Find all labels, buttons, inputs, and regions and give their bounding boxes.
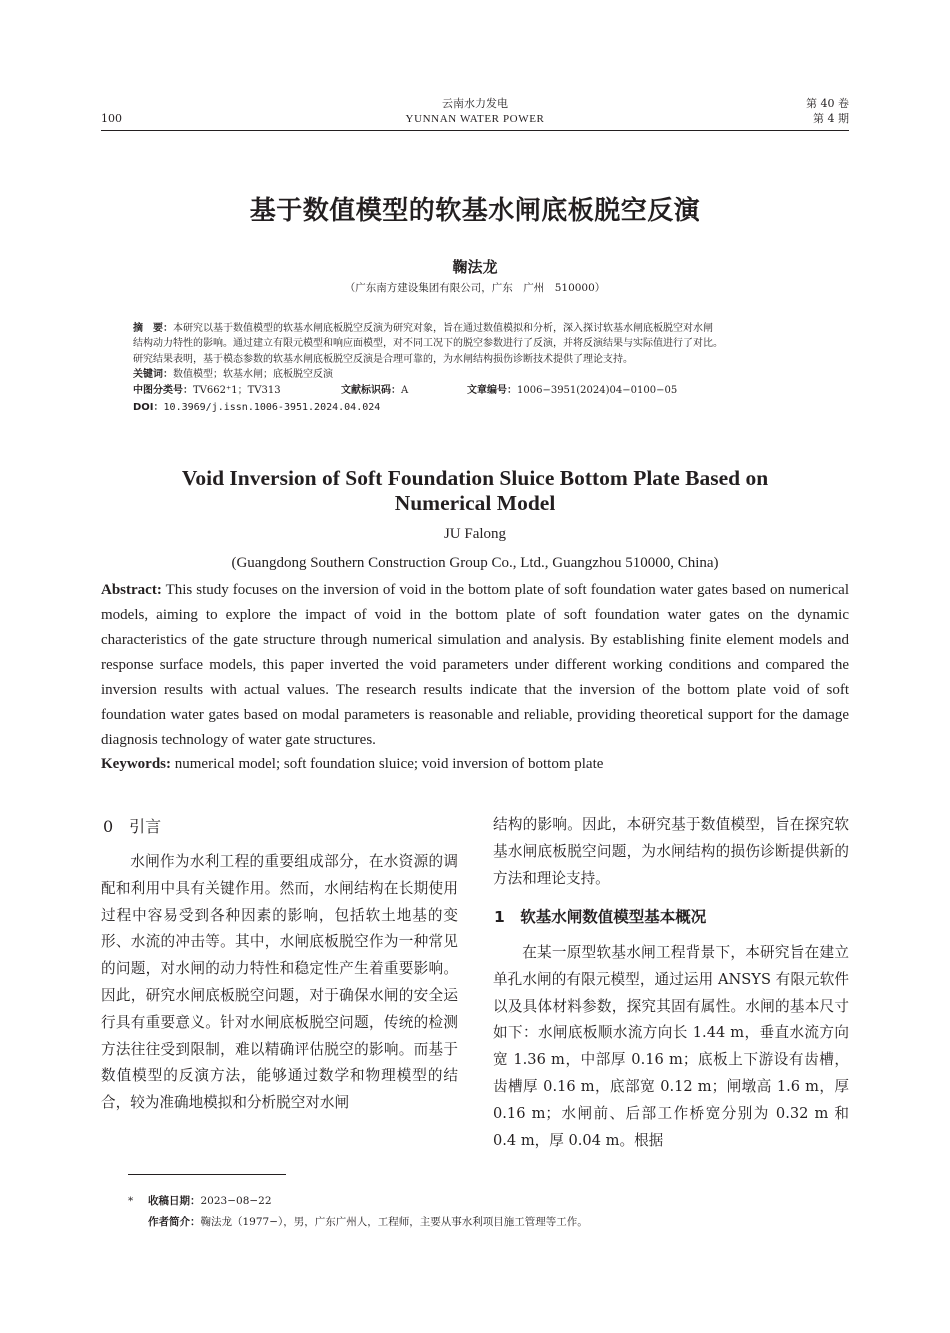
section-0-heading: 0 引言 [103,817,162,836]
abstract-en: Abstract: This study focuses on the inversion of void in the bottom plate of soft foundation water gates based on numerical models, aiming to explore the impact of void in the bottom plate of soft foundation water gates on the dynamic characteristics of the gate structure through numerical simulation and analysis. By establishing finite element models and response surface models, this paper inverted the void parameters under different working conditions and compared the inversion results with actual values. The research results indicate that the inversion of the bottom plate void of soft foundation water gates based on modal parameters is reasonable and reliable, providing theoretical support for the damage diagnosis technology of water gate structures. [101,582,849,748]
right-column-body [493,812,849,892]
title-en-line1: Void Inversion of Soft Foundation Sluice Bottom Plate Based on [181,466,769,490]
document-code: 文献标识码：A [341,385,409,396]
keywords-en: Keywords: numerical model; soft foundation sluice; void inversion of bottom plate [101,756,604,772]
abstract-zh-line3: 研究结果表明，基于模态参数的软基水闸底板脱空反演是合理可靠的，为水闸结构损伤诊断技术提供了理论支持。 [133,354,633,365]
page-number: 100 [101,112,122,125]
section-1-heading: 1 软基水闸数值模型基本概况 [494,908,707,926]
author-zh: 鞠法龙 [452,258,498,276]
footnote-rule [128,1174,286,1175]
section-0-paragraph: 水闸作为水利工程的重要组成部分，在水资源的调配和利用中具有关键作用。然而，水闸结构在长期使用过程中容易受到各种因素的影响，包括软土地基的变形、水流的冲击等。其中，水闸底板脱空作为一种常见的问题，对水闸的动力特性和稳定性产生着重要影响。因此，研究水闸底板脱空问题，对于确保水闸的安全运行具有重要意义。针对水闸底板脱空问题，传统的检测方法往往受到限制，难以精确评估脱空的影响。而基于数值模型的反演方法，能够通过数学和物理模型的结合，较为准确地模拟和分析脱空对水闸 [101,853,458,1112]
left-column-body [101,849,458,1117]
issue: 第 4 期 [813,112,849,125]
section-1-paragraph: 在某一原型软基水闸工程背景下，本研究旨在建立单孔水闸的有限元模型，通过运用 ANSYS 有限元软件以及具体材料参数，探究其固有属性。水闸的基本尺寸如下：水闸底板顺水流方向长 1.44 m，垂直水流方向宽 1.36 m，中部厚 0.16 m；底板上下游设有齿槽，齿槽厚 0.16 m，底部宽 0.12 m；闸墩高 1.6 m，厚 0.16 m；水闸前、后部工作桥宽分别为 0.32 m 和 0.4 m，厚 0.04 m。根据 [493,944,849,1149]
doi: DOI：10.3969/j.issn.1006-3951.2024.04.024 [133,402,381,413]
keywords-zh: 关键词：数值模型；软基水闸；底板脱空反演 [133,369,333,380]
header-rule [101,130,849,131]
page-title-zh: 基于数值模型的软基水闸底板脱空反演 [249,196,701,226]
section-1-body [493,940,849,1154]
affiliation-en: (Guangdong Southern Construction Group Co., Ltd., Guangzhou 510000, China) [231,555,719,571]
journal-name-en: YUNNAN WATER POWER [405,113,545,125]
abstract-zh-line1: 摘 要：本研究以基于数值模型的软基水闸底板脱空反演为研究对象，旨在通过数值模拟和分析，深入探讨软基水闸底板脱空对水闸 [133,323,713,334]
abstract-en-label: Abstract: [101,582,162,598]
section-0-continuation: 结构的影响。因此，本研究基于数值模型，旨在探究软基水闸底板脱空问题，为水闸结构的损伤诊断提供新的方法和理论支持。 [493,816,849,887]
volume: 第 40 卷 [806,97,849,110]
received-date: 收稿日期：2023−08−22 [148,1195,272,1207]
journal-name-zh: 云南水力发电 [442,97,508,110]
footnote-marker: * [128,1195,134,1207]
affiliation-zh: （广东南方建设集团有限公司，广东 广州 510000） [344,282,606,294]
article-number: 文章编号：1006−3951(2024)04−0100−05 [467,385,678,396]
page-title-en [100,466,850,516]
abstract-zh-label: 摘 要： [133,323,173,334]
clc-number: 中图分类号：TV662⁺1；TV313 [133,385,281,396]
author-bio: 作者简介：鞠法龙（1977−），男，广东广州人，工程师，主要从事水利项目施工管理等工作。 [148,1216,588,1228]
abstract-zh-line2: 结构动力特性的影响。通过建立有限元模型和响应面模型，对不同工况下的脱空参数进行了反演，并将反演结果与实际值进行了对比。 [133,338,723,349]
author-en: JU Falong [443,526,507,542]
title-en-line2: Numerical Model [394,491,556,515]
